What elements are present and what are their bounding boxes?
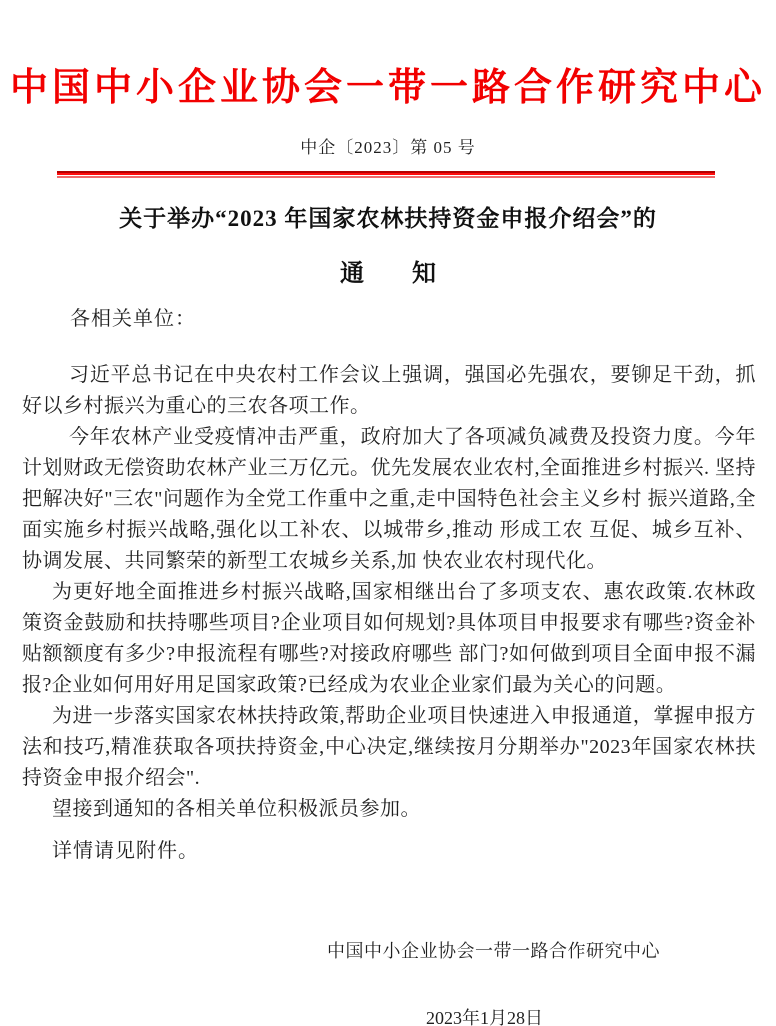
signature-date: 2023年1月28日 bbox=[426, 1008, 543, 1026]
notice-title-line1: 关于举办“2023 年国家农林扶持资金申报介绍会”的 bbox=[119, 206, 657, 231]
paragraph-2: 今年农林产业受疫情冲击严重，政府加大了各项减负减费及投资力度。今年计划财政无偿资助农林产业三万亿元。优先发展农业农村,全面推进乡村振兴. 坚持把解决好"三农"问题作为全党工作重中之重,走中国特色社会主义乡村 振兴道路,全面实施乡村振兴战略,强化以工补农、以城带乡,推动 形成工农 互促、城乡互补、协调发展、共同繁荣的新型工农城乡关系,加 快农业农村现代化。 bbox=[22, 426, 756, 572]
org-name-header: 中国中小企业协会一带一路合作研究中心 bbox=[9, 67, 766, 109]
notice-body bbox=[0, 304, 776, 867]
doc-number: 中企〔2023〕第 05 号 bbox=[300, 138, 476, 157]
paragraph-1: 习近平总书记在中央农村工作会议上强调，强国必先强农，要铆足干劲，抓好以乡村振兴为重心的三农各项工作。 bbox=[22, 364, 756, 417]
signature-org-name: 中国中小企业协会一带一路合作研究中心 bbox=[327, 941, 660, 961]
salutation: 各相关单位： bbox=[70, 308, 196, 330]
paragraph-3: 为更好地全面推进乡村振兴战略,国家相继出台了多项支农、惠农政策.农林政策资金鼓励和扶持哪些项目?企业项目如何规划?具体项目申报要求有哪些?资金补贴额额度有多少?申报流程有哪些?对接政府哪些 部门?如何做到项目全面申报不漏报?企业如何用好用足国家政策?已经成为农业企业家们最为关心的问题。 bbox=[22, 581, 756, 696]
red-divider-rule bbox=[57, 171, 715, 178]
notice-title-line2: 通 知 bbox=[340, 261, 436, 287]
paragraph-5: 望接到通知的各相关单位积极派员参加。 bbox=[52, 798, 421, 820]
attachment-note: 详情请见附件。 bbox=[52, 840, 199, 862]
paragraph-4: 为进一步落实国家农林扶持政策,帮助企业项目快速进入申报通道，掌握申报方法和技巧,精准获取各项扶持资金,中心决定,继续按月分期举办"2023年国家农林扶持资金申报介绍会". bbox=[22, 705, 756, 789]
